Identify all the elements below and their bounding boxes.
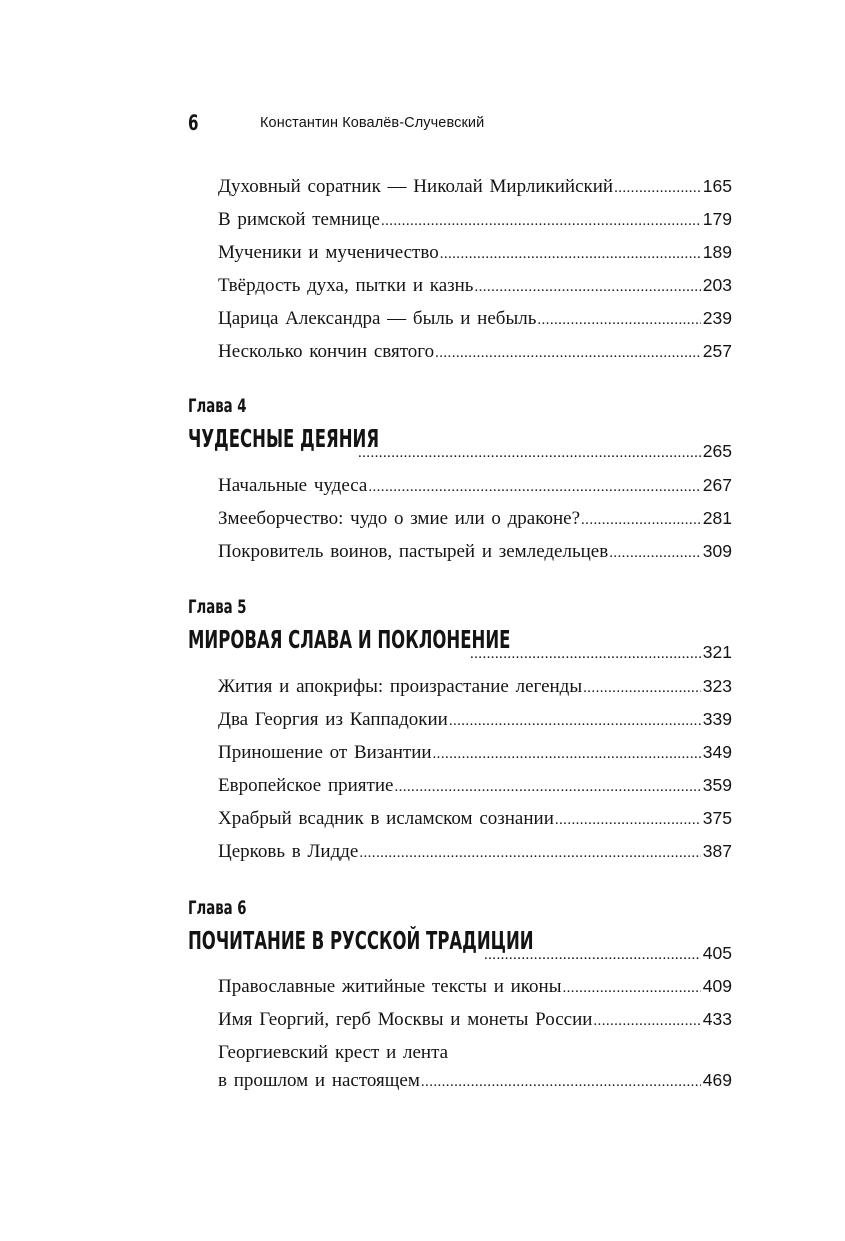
dot-leader <box>537 304 700 335</box>
toc-entry-page: 179 <box>702 209 732 229</box>
dot-leader <box>449 705 701 736</box>
toc-entry[interactable] <box>218 802 732 835</box>
chapter-page: 405 <box>702 943 732 959</box>
dot-leader <box>421 1066 701 1097</box>
toc-entry[interactable] <box>218 302 732 335</box>
toc-entry-title: Мученики и мученичество <box>218 242 439 263</box>
toc-entry-page: 203 <box>702 275 732 295</box>
chapter-label: Глава 6 <box>188 897 247 919</box>
toc-entry-page: 257 <box>702 341 732 361</box>
page-number: 6 <box>188 111 199 135</box>
toc-entry-page: 433 <box>702 1009 732 1029</box>
toc-entry[interactable] <box>218 670 732 703</box>
dot-leader <box>593 1005 700 1036</box>
toc-entry-title: Духовный соратник — Николай Мирликийский <box>218 176 614 197</box>
toc-entry-page: 281 <box>702 508 732 528</box>
chapter-label: Глава 4 <box>188 395 247 417</box>
dot-leader <box>358 435 701 457</box>
chapter-title: ЧУДЕСНЫЕ ДЕЯНИЯ <box>188 424 380 453</box>
toc-entry-title: Змееборчество: чудо о змие или о драконе? <box>218 508 581 529</box>
chapter-heading[interactable] <box>188 923 732 959</box>
dot-leader <box>368 471 700 502</box>
toc-entry-title: Царица Александра — быль и небыль <box>218 308 537 329</box>
toc-entry-page: 323 <box>702 676 732 696</box>
toc-entry-page: 469 <box>702 1070 732 1090</box>
toc-entry[interactable] <box>218 335 732 368</box>
chapter-heading[interactable] <box>188 421 732 457</box>
dot-leader <box>614 172 701 203</box>
chapter-page: 321 <box>702 642 732 658</box>
chapter-title-wrap <box>188 622 511 658</box>
toc-entry-page: 339 <box>702 709 732 729</box>
toc-entry-page: 267 <box>702 475 732 495</box>
toc-entry-title: Покровитель воинов, пастырей и земледельцев <box>218 541 609 562</box>
dot-leader <box>435 337 701 368</box>
toc-entry-title-line2: в прошлом и настоящем <box>218 1070 420 1091</box>
running-header <box>188 108 748 138</box>
toc-entry-title: В римской темнице <box>218 209 380 230</box>
toc-entry-title: Европейское приятие <box>218 775 394 796</box>
dot-leader <box>440 238 701 269</box>
dot-leader <box>581 504 701 535</box>
toc-entry[interactable] <box>218 269 732 302</box>
toc-entry-page: 375 <box>702 808 732 828</box>
toc-entry[interactable] <box>218 703 732 736</box>
toc-entry-page: 349 <box>702 742 732 762</box>
dot-leader <box>609 537 701 568</box>
chapter-heading[interactable] <box>188 622 732 658</box>
toc-entry-title: Жития и апокрифы: произрастание легенды <box>218 676 583 697</box>
dot-leader <box>433 738 701 769</box>
toc-entry[interactable] <box>218 170 732 203</box>
toc-entry-page: 239 <box>702 308 732 328</box>
dot-leader <box>394 771 700 802</box>
running-title: Константин Ковалёв-Случевский <box>260 115 485 131</box>
dot-leader <box>583 672 701 703</box>
toc-entry[interactable] <box>218 1064 732 1097</box>
toc-entry[interactable] <box>218 469 732 502</box>
toc-entry-title: Церковь в Лидде <box>218 841 359 862</box>
dot-leader <box>555 804 701 835</box>
chapter-title-wrap <box>188 421 380 457</box>
toc-entry-title-line1[interactable]: Георгиевский крест и лента <box>218 1042 449 1063</box>
toc-entry[interactable] <box>218 203 732 236</box>
chapter-title-wrap <box>188 923 534 959</box>
toc-entry[interactable] <box>218 736 732 769</box>
toc-entry[interactable] <box>218 769 732 802</box>
chapter-label: Глава 5 <box>188 596 247 618</box>
toc-entry[interactable] <box>218 535 732 568</box>
toc-entry-page: 165 <box>702 176 732 196</box>
toc-entry-title: Имя Георгий, герб Москвы и монеты России <box>218 1009 593 1030</box>
toc-entry-title: Приношение от Византии <box>218 742 432 763</box>
toc-entry-title: Твёрдость духа, пытки и казнь <box>218 275 474 296</box>
toc-entry-title: Православные житийные тексты и иконы <box>218 976 562 997</box>
toc-entry-page: 359 <box>702 775 732 795</box>
toc-entry-title: Начальные чудеса <box>218 475 368 496</box>
toc-entry[interactable] <box>218 970 732 1003</box>
toc-entry-page: 387 <box>702 841 732 861</box>
dot-leader <box>359 837 700 868</box>
dot-leader <box>381 205 701 236</box>
chapter-page: 265 <box>702 441 732 457</box>
toc-entry[interactable] <box>218 835 732 868</box>
toc-entry-title: Два Георгия из Каппадокии <box>218 709 448 730</box>
dot-leader <box>563 972 701 1003</box>
toc-entry[interactable] <box>218 502 732 535</box>
toc-entry-title: Храбрый всадник в исламском сознании <box>218 808 554 829</box>
toc-entry-title: Несколько кончин святого <box>218 341 435 362</box>
toc-entry-page: 189 <box>702 242 732 262</box>
dot-leader <box>474 271 700 302</box>
toc-entry[interactable] <box>218 1003 732 1036</box>
chapter-title: МИРОВАЯ СЛАВА И ПОКЛОНЕНИЕ <box>188 625 511 654</box>
toc-entry[interactable] <box>218 236 732 269</box>
toc-entry-page: 309 <box>702 541 732 561</box>
toc-entry-page: 409 <box>702 976 732 996</box>
chapter-title: ПОЧИТАНИЕ В РУССКОЙ ТРАДИЦИИ <box>188 926 534 955</box>
